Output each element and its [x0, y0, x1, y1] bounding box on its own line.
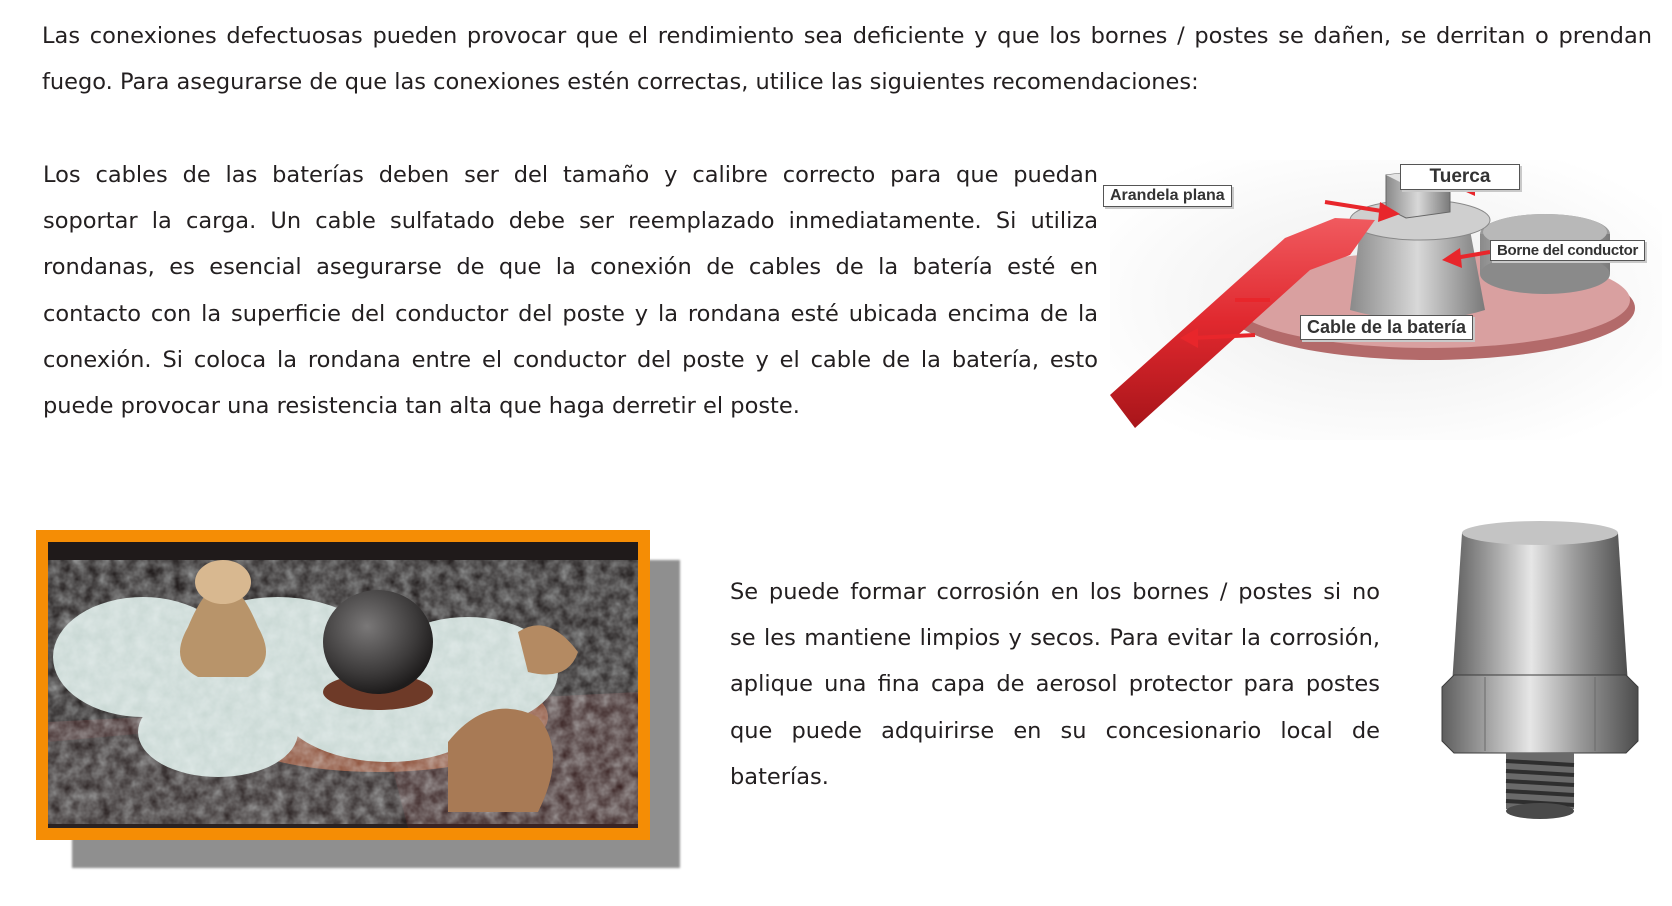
- cables-paragraph: [43, 152, 1098, 429]
- label-tuerca: Tuerca: [1400, 164, 1520, 190]
- cables-line-2: soportar la carga. Un cable sulfatado debe ser reemplazado inmediatamente. Si utiliza: [43, 208, 1098, 235]
- corrosion-line-4: que puede adquirirse en su concesionario local de: [730, 717, 1380, 744]
- terminal-diagram: [1110, 160, 1662, 440]
- label-arandela-plana: Arandela plana: [1103, 185, 1232, 207]
- cables-line-5: conexión. Si coloca la rondana entre el conductor del poste y el cable de la batería, esto: [43, 346, 1098, 373]
- corroded-terminal-photo: [36, 530, 650, 840]
- battery-post-image: [1440, 515, 1640, 825]
- corroded-terminal-image: [48, 542, 638, 828]
- corrosion-paragraph: [730, 569, 1380, 800]
- label-cable-de-la-bateria: Cable de la batería: [1300, 315, 1473, 340]
- cables-line-3: rondanas, es esencial asegurarse de que la conexión de cables de la batería esté en: [43, 254, 1098, 281]
- intro-paragraph: [42, 13, 1652, 105]
- intro-line-2: fuego. Para asegurarse de que las conexiones estén correctas, utilice las siguientes recomendaciones:: [42, 69, 1199, 96]
- corrosion-line-5: baterías.: [730, 763, 829, 790]
- cables-line-4: contacto con la superficie del conductor del poste y la rondana esté ubicada encima de la: [43, 300, 1098, 327]
- cables-line-6: puede provocar una resistencia tan alta que haga derretir el poste.: [43, 393, 800, 420]
- cables-line-1: Los cables de las baterías deben ser del tamaño y calibre correcto para que puedan: [43, 162, 1098, 188]
- label-borne-del-conductor: Borne del conductor: [1490, 240, 1645, 261]
- corrosion-line-2: se les mantiene limpios y secos. Para evitar la corrosión,: [730, 625, 1380, 652]
- corrosion-line-1: Se puede formar corrosión en los bornes / postes si no: [730, 579, 1380, 605]
- intro-line-1: Las conexiones defectuosas pueden provocar que el rendimiento sea deficiente y que los bornes / postes se dañen, se derritan o prendan: [42, 23, 1652, 49]
- battery-post-illustration: [1440, 515, 1640, 829]
- corrosion-line-3: aplique una fina capa de aerosol protector para postes: [730, 671, 1380, 698]
